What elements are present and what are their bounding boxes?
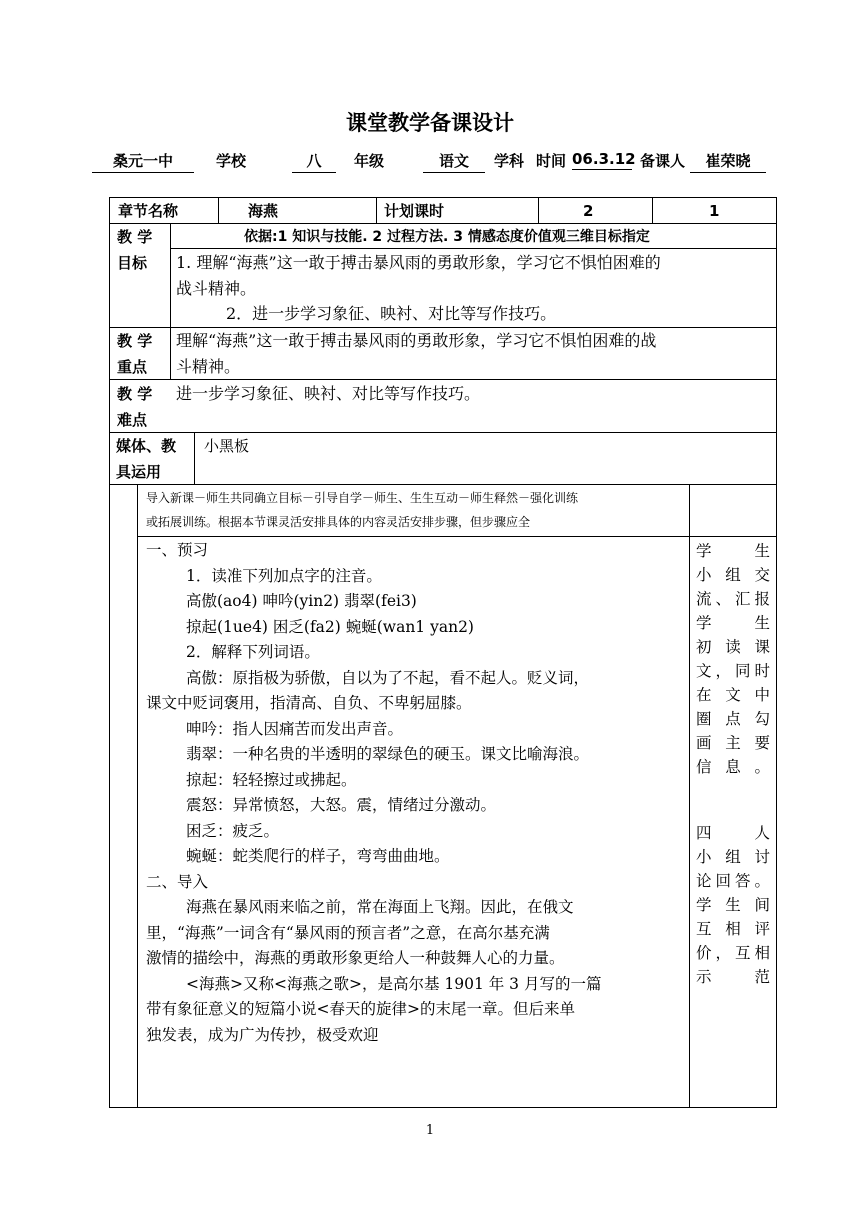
focus-label-2: 重点 [117,358,148,376]
table-divider [170,223,171,380]
content-line: 2．解释下列词语。 [186,643,320,661]
activity-line: 论回答。 [696,872,770,890]
preparer-label: 备课人 [640,152,686,170]
media-label-1: 媒体、教 [116,437,177,455]
page-title: 课堂教学备课设计 [346,111,514,135]
media-label-2: 具运用 [116,463,162,481]
subject-value: 语文 [423,150,485,173]
preparer-value: 崔荣晓 [690,150,766,173]
planned-hours-current: 1 [709,202,720,220]
time-value: 06.3.12 [572,150,636,168]
activity-line: 小组交 [696,566,770,584]
content-line: 海燕在暴风雨来临之前，常在海面上飞翔。因此，在俄文 [186,898,574,916]
chapter-label: 章节名称 [118,202,179,220]
table-divider [194,432,195,485]
process-note-1: 导入新课－师生共同确立目标－引导自学－师生、生生互动－师生释然－强化训练 [146,491,579,505]
student-activity-2 [696,821,770,989]
content-line: <海燕>又称<海燕之歌>，是高尔基 1901 年 3 月写的一篇 [186,974,602,993]
page-number: 1 [425,1123,435,1138]
difficulty-text: 进一步学习象征、映衬、对比等写作技巧。 [176,384,481,403]
process-note-2: 或拓展训练。根据本节课灵活安排具体的内容灵活安排步骤，但步骤应全 [146,515,531,529]
activity-line: 小组讨 [696,848,770,866]
activity-line: 示范 [696,968,770,986]
content-line: 激情的描绘中，海燕的勇敢形象更给人一种鼓舞人心的力量。 [146,949,565,967]
difficulty-label-1: 教 学 [117,385,153,403]
planned-hours-label: 计划课时 [384,202,445,220]
content-line: 困乏：疲乏。 [186,821,280,840]
content-line: 带有象征意义的短篇小说<春天的旋律>的末尾一章。但后来单 [146,1000,575,1018]
goal-1-line-2: 战斗精神。 [176,279,257,298]
goal-1-line-1: 1. 理解“海燕”这一敢于搏击暴风雨的勇敢形象，学习它不惧怕困难的 [176,253,661,272]
table-divider [137,536,776,537]
difficulty-label-2: 难点 [117,411,148,429]
grade-label: 年级 [354,152,385,170]
table-divider [538,197,539,223]
content-line: 震怒：异常愤怒，大怒。震，情绪过分激动。 [186,796,497,814]
activity-line: 价，互相 [696,944,770,962]
content-line: 独发表，成为广为传抄，极受欢迎 [146,1025,379,1044]
chapter-value: 海燕 [248,202,279,220]
activity-line: 学生间 [696,896,770,914]
activity-line: 四 人 [696,824,770,842]
goals-label-2: 目标 [117,254,148,272]
focus-label-1: 教 学 [117,332,153,350]
table-divider [652,197,653,223]
content-line: 1．读准下列加点字的注音。 [186,566,382,585]
school-label: 学校 [216,152,247,170]
content-line: 翡翠：一种名贵的半透明的翠绿色的硬玉。课文比喻海浪。 [186,745,590,763]
table-border [109,197,110,1108]
content-line: 课文中贬词褒用，指清高、自负、不卑躬屈膝。 [146,694,472,712]
activity-line: 流、汇报 [696,590,770,608]
media-text: 小黑板 [204,437,250,455]
content-line: 掠起：轻轻擦过或拂起。 [186,770,357,789]
focus-text-1: 理解“海燕”这一敢于搏击暴风雨的勇敢形象，学习它不惧怕困难的战 [176,331,657,350]
activity-line: 学 生 [696,542,770,560]
table-divider [137,484,138,1108]
table-divider [689,484,690,1108]
table-border [109,1107,776,1108]
content-line: 高傲(ao4) 呻吟(yin2) 翡翠(fei3) [186,592,417,610]
planned-hours-total: 2 [583,202,594,220]
table-divider [218,197,219,223]
activity-line: 画主要 [696,734,770,752]
focus-text-2: 斗精神。 [176,357,241,376]
content-line: 一、预习 [146,541,209,559]
content-line: 二、导入 [146,872,209,891]
activity-line: 学 生 [696,614,770,632]
lesson-content [146,538,684,1048]
content-line: 呻吟：指人因痛苦而发出声音。 [186,719,404,738]
student-activity-1 [696,539,770,779]
activity-line: 圈点勾 [696,710,770,728]
grade-value: 八 [292,150,336,173]
time-label: 时间 [536,152,567,170]
school-name: 桑元一中 [92,150,194,173]
activity-line: 信息。 [696,758,770,776]
activity-line: 初读课 [696,638,770,656]
content-line: 高傲：原指极为骄傲，自以为了不起，看不起人。贬义词， [186,668,590,687]
content-line: 掠起(1ue4) 困乏(fa2) 蜿蜒(wan1 yan2) [186,617,474,636]
activity-line: 互相评 [696,920,770,938]
table-divider [109,484,776,485]
goal-2: 2．进一步学习象征、映衬、对比等写作技巧。 [226,304,557,323]
content-line: 蜿蜒：蛇类爬行的样子，弯弯曲曲地。 [186,847,450,865]
table-divider [376,197,377,223]
subject-label: 学科 [494,152,525,170]
content-line: 里，“海燕”一词含有“暴风雨的预言者”之意，在高尔基充满 [146,923,550,942]
goals-basis: 依据:1 知识与技能. 2 过程方法. 3 情感态度价值观三维目标指定 [244,229,650,245]
activity-line: 文，同时 [696,662,770,680]
table-border [776,197,777,1108]
goals-label-1: 教 学 [117,228,153,246]
activity-line: 在文中 [696,686,770,704]
